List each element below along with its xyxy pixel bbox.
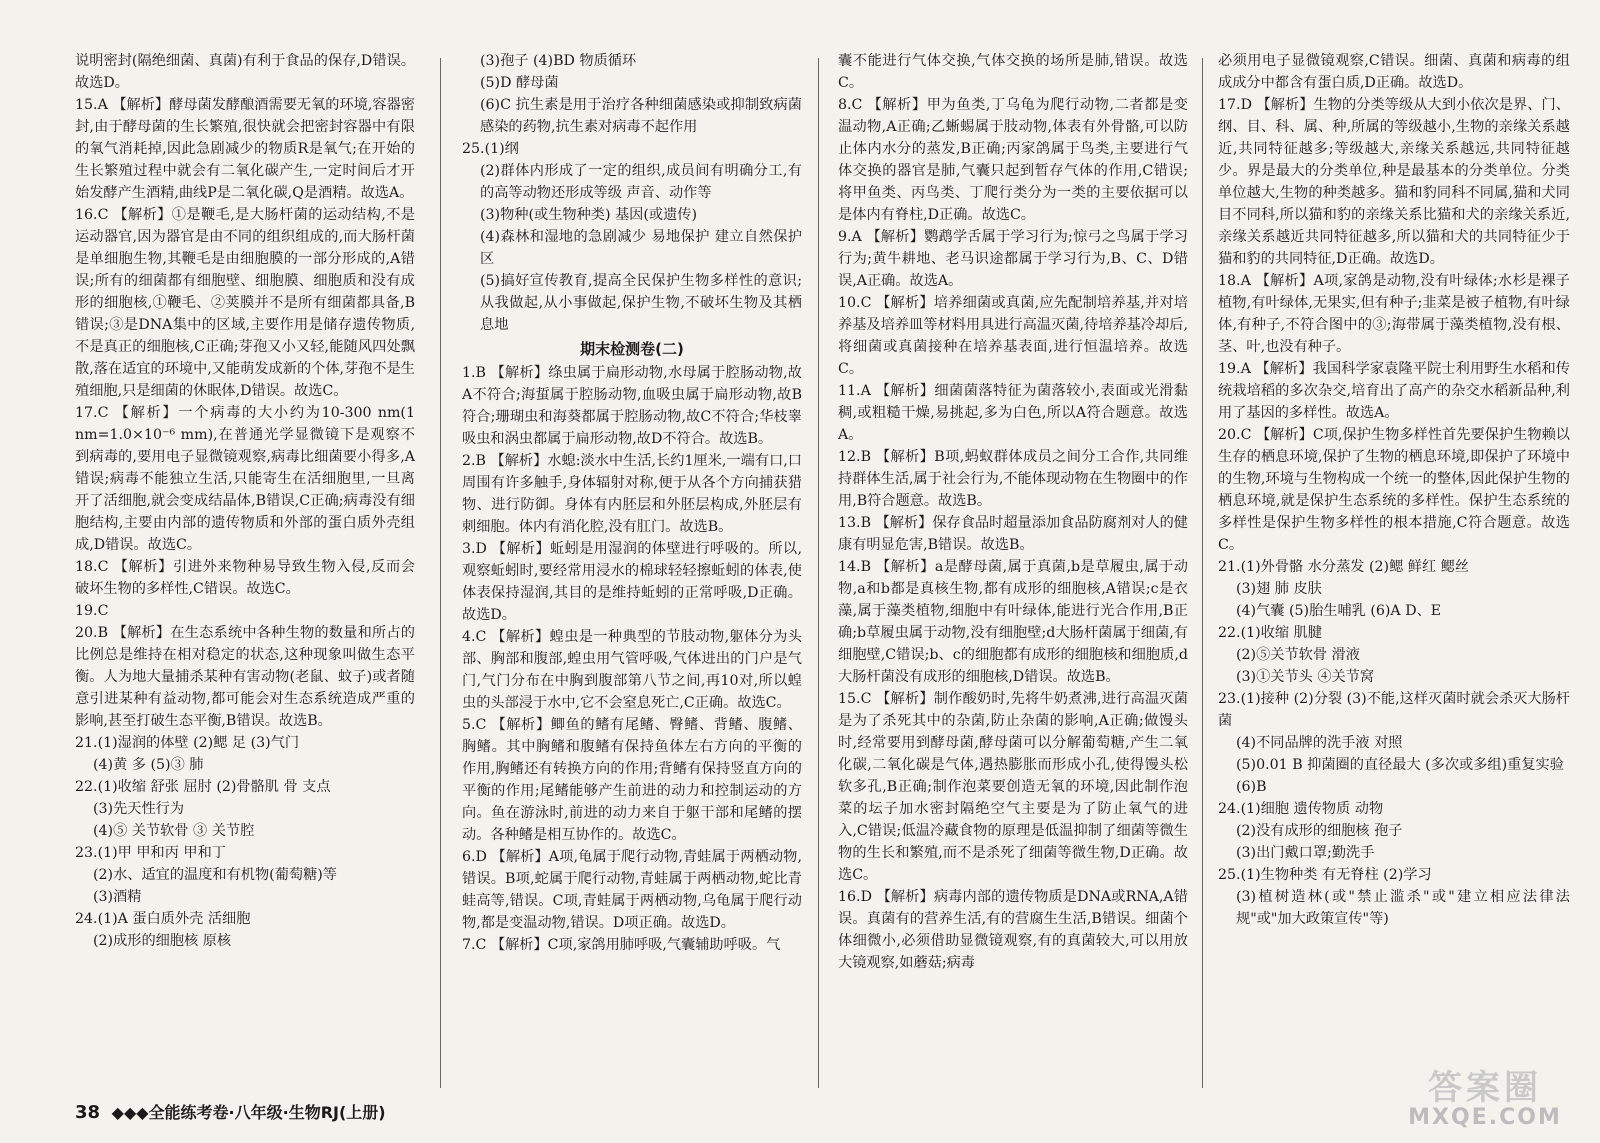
answer-paragraph: 1.B 【解析】绦虫属于扁形动物,水母属于腔肠动物,故A不符合;海蜇属于腔肠动物,血吸虫属于扁形动物,故B符合;珊瑚虫和海葵都属于腔肠动物,故C不符合;华枝睾吸虫和涡虫都属于扁形动物,故D不符合。故选B。: [462, 365, 802, 447]
answer-paragraph: (2)没有成形的细胞核 孢子: [1236, 823, 1403, 839]
section-heading: 期末检测卷(二): [580, 340, 684, 358]
answer-paragraph: 23.(1)甲 甲和丙 甲和丁: [75, 845, 226, 861]
footer-title: ◆◆◆全能练考卷·八年级·生物RJ(上册): [111, 1103, 386, 1122]
answer-paragraph: 10.C 【解析】培养细菌或真菌,应先配制培养基,并对培养基及培养皿等材料用具进行高温灭菌,待培养基冷却后,将细菌或真菌接种在培养基表面,进行恒温培养。故选C。: [838, 295, 1188, 377]
column-1: [75, 50, 415, 1090]
column-divider: [1202, 58, 1203, 1088]
answer-paragraph: (3)出门戴口罩;勤洗手: [1236, 845, 1375, 861]
answer-paragraph: 17.D 【解析】生物的分类等级从大到小依次是界、门、纲、目、科、属、种,所属的等级越小,生物的亲缘关系越近,共同特征越多;等级越大,亲缘关系越远,共同特征越少。界是最大的分类单位,种是最基本的分类单位。分类单位越大,生物的种类越多。猫和豹同科不同属,猫和犬同目不同科,所以猫和豹的亲缘关系比猫和犬的亲缘关系近,亲缘关系越近共同特征越多,所以猫和犬的共同特征少于猫和豹的共同特征,D正确。故选D。: [1218, 97, 1570, 267]
answer-paragraph: 4.C 【解析】蝗虫是一种典型的节肢动物,躯体分为头部、胸部和腹部,蝗虫用气管呼吸,气体进出的门户是气门,气门分布在中胸到腹部第八节之间,再10对,所以蝗虫的头部浸于水中,它不会窒息死亡,C正确。故选C。: [462, 629, 802, 711]
column-divider: [440, 58, 441, 1088]
answer-paragraph: 说明密封(隔绝细菌、真菌)有利于食品的保存,D错误。故选D。: [75, 53, 415, 91]
watermark-url: MXQE.COM: [1408, 1105, 1562, 1130]
answer-paragraph: 24.(1)A 蛋白质外壳 活细胞: [75, 911, 251, 927]
answer-paragraph: (4)气囊 (5)胎生哺乳 (6)A D、E: [1236, 603, 1442, 619]
answer-paragraph: (3)翅 肺 皮肤: [1236, 581, 1322, 597]
answer-paragraph: 19.A 【解析】我国科学家袁隆平院士利用野生水稻和传统栽培稻的多次杂交,培育出了高产的杂交水稻新品种,利用了基因的多样性。故选A。: [1218, 361, 1570, 421]
column-2: [462, 50, 802, 1090]
answer-paragraph: 11.A 【解析】细菌菌落特征为菌落较小,表面或光滑黏稠,或粗糙干燥,易挑起,多为白色,所以A符合题意。故选A。: [838, 383, 1188, 443]
answer-paragraph: (3)物种(或生物种类) 基因(或遗传): [480, 207, 697, 223]
answer-paragraph: 6.D 【解析】A项,龟属于爬行动物,青蛙属于两栖动物,错误。B项,蛇属于爬行动物,青蛙属于两栖动物,蛇比青蛙高等,错误。C项,青蛙属于两栖动物,乌龟属于爬行动物,都是变温动物,错误。D项正确。故选D。: [462, 849, 802, 931]
answer-paragraph: 22.(1)收缩 舒张 屈肘 (2)骨骼肌 骨 支点: [75, 779, 331, 795]
answer-paragraph: 20.C 【解析】C项,保护生物多样性首先要保护生物赖以生存的栖息环境,保护了生物的栖息环境,即保护了环境中的生物,环境与生物构成一个统一的整体,因此保护生物的栖息环境,就是保护生态系统的多样性。保护生态系统的多样性是保护生物多样性的根本措施,C符合题意。故选C。: [1218, 427, 1570, 553]
answer-paragraph: (5)D 酵母菌: [480, 75, 559, 91]
answer-paragraph: 12.B 【解析】B项,蚂蚁群体成员之间分工合作,共同维持群体生活,属于社会行为,不能体现动物在生物圈中的作用,B符合题意。故选B。: [838, 449, 1188, 509]
answer-paragraph: (2)水、适宜的温度和有机物(葡萄糖)等: [93, 867, 337, 883]
column-3: [838, 50, 1188, 1090]
watermark-logo: [1400, 1060, 1570, 1135]
answer-paragraph: 16.C 【解析】①是鞭毛,是大肠杆菌的运动结构,不是运动器官,因为器官是由不同的组织组成的,而大肠杆菌是单细胞生物,其鞭毛是由细胞膜的一部分形成的,A错误;所有的细菌都有细胞壁、细胞膜、细胞质和没有成形的细胞核,①鞭毛、②荚膜并不是所有细菌都具备,B错误;③是DNA集中的区域,主要作用是储存遗传物质,不是真正的细胞核,C正确;芽孢又小又轻,能随风四处飘散,落在适宜的环境中,又能萌发成新的个体,芽孢不是生殖细胞,只是细菌的休眠体,D错误。故选C。: [75, 207, 415, 399]
answer-paragraph: (5)搞好宣传教育,提高全民保护生物多样性的意识;从我做起,从小事做起,保护生物,不破坏生物及其栖息地: [480, 273, 802, 333]
answer-paragraph: (6)B: [1236, 779, 1267, 795]
column-4: [1218, 50, 1570, 1090]
answer-paragraph: (4)⑤ 关节软骨 ③ 关节腔: [93, 823, 255, 839]
answer-paragraph: (5)0.01 B 抑菌圈的直径最大 (多次或多组)重复实验: [1236, 757, 1564, 773]
answer-paragraph: 23.(1)接种 (2)分裂 (3)不能,这样灭菌时就会杀灭大肠杆菌: [1218, 691, 1570, 729]
watermark-text: 答案圈: [1428, 1068, 1542, 1108]
answer-paragraph: 必须用电子显微镜观察,C错误。细菌、真菌和病毒的组成成分中都含有蛋白质,D正确。故选D。: [1218, 53, 1570, 91]
answer-paragraph: 17.C 【解析】一个病毒的大小约为10-300 nm(1 nm=1.0×10⁻⁶ mm),在普通光学显微镜下是观察不到病毒的,要用电子显微镜观察,病毒比细菌要小得多,A错误;病毒不能独立生活,只能寄生在活细胞里,一旦离开了活细胞,就会变成结晶体,B错误,C正确;病毒没有细胞结构,主要由内部的遗传物质和外部的蛋白质外壳组成,D错误。故选C。: [75, 405, 415, 553]
answer-paragraph: 囊不能进行气体交换,气体交换的场所是肺,错误。故选C。: [838, 53, 1188, 91]
answer-paragraph: 7.C 【解析】C项,家鸽用肺呼吸,气囊辅助呼吸。气: [462, 937, 781, 953]
answer-paragraph: (3)孢子 (4)BD 物质循环: [480, 53, 637, 69]
answer-paragraph: 14.B 【解析】a是酵母菌,属于真菌,b是草履虫,属于动物,a和b都是真核生物,都有成形的细胞核,A错误;c是衣藻,属于藻类植物,细胞中有叶绿体,能进行光合作用,B正确;b草履虫属于动物,没有细胞壁;d大肠杆菌属于细菌,有细胞壁,C错误;b、c的细胞都有成形的细胞核和细胞质,d大肠杆菌没有成形的细胞核,D错误。故选B。: [838, 559, 1188, 685]
answer-paragraph: (6)C 抗生素是用于治疗各种细菌感染或抑制致病菌感染的药物,抗生素对病毒不起作用: [480, 97, 802, 135]
answer-paragraph: 18.C 【解析】引进外来物种易导致生物入侵,反而会破坏生物的多样性,C错误。故选C。: [75, 559, 415, 597]
answer-paragraph: (3)先天性行为: [93, 801, 185, 817]
answer-paragraph: 24.(1)细胞 遗传物质 动物: [1218, 801, 1384, 817]
answer-paragraph: 5.C 【解析】鲫鱼的鳍有尾鳍、臀鳍、背鳍、腹鳍、胸鳍。其中胸鳍和腹鳍有保持鱼体左右方向的平衡的作用,胸鳍还有转换方向的作用;背鳍有保持竖直方向的平衡的作用;尾鳍能够产生前进的动力和控制运动的方向。鱼在游泳时,前进的动力来自于躯干部和尾鳍的摆动。各种鳍是相互协作的。故选C。: [462, 717, 802, 843]
answer-paragraph: 22.(1)收缩 肌腱: [1218, 625, 1322, 641]
answer-paragraph: 18.A 【解析】A项,家鸽是动物,没有叶绿体;水杉是裸子植物,有叶绿体,无果实,但有种子;韭菜是被子植物,有叶绿体,有种子,不符合图中的③;海带属于藻类植物,没有根、茎、叶,也没有种子。: [1218, 273, 1570, 355]
page-footer: [75, 1100, 386, 1123]
column-divider: [818, 58, 819, 1088]
answer-paragraph: (3)酒精: [93, 889, 142, 905]
answer-paragraph: 25.(1)生物种类 有无脊柱 (2)学习: [1218, 867, 1432, 883]
answer-paragraph: 21.(1)外骨骼 水分蒸发 (2)鳃 鲜红 鳃丝: [1218, 559, 1470, 575]
answer-paragraph: 8.C 【解析】甲为鱼类,丁乌龟为爬行动物,二者都是变温动物,A正确;乙蜥蜴属于肢动物,体表有外骨骼,可以防止体内水分的蒸发,B正确;丙家鸽属于鸟类,主要进行气体交换的器官是肺,气囊只起到暂存气体的作用,C错误;将甲鱼类、丙鸟类、丁爬行类分为一类的主要依据可以是体内有脊柱,D正确。故选C。: [838, 97, 1188, 223]
answer-paragraph: (4)黄 多 (5)③ 肺: [93, 757, 204, 773]
answer-paragraph: (3)植树造林(或"禁止滥杀"或"建立相应法律法规"或"加大政策宣传"等): [1236, 889, 1570, 927]
answer-paragraph: 19.C: [75, 603, 109, 619]
page-number: 38: [75, 1102, 101, 1123]
answer-paragraph: 15.C 【解析】制作酸奶时,先将牛奶煮沸,进行高温灭菌是为了杀死其中的杂菌,防止杂菌的影响,A正确;做馒头时,经常要用到酵母菌,酵母菌可以分解葡萄糖,产生二氧化碳,二氧化碳是气体,遇热膨胀而形成小孔,使得馒头松软多孔,B正确;制作泡菜要创造无氧的环境,因此制作泡菜的坛子加水密封隔绝空气主要是为了防止氧气的进入,C错误;低温冷藏食物的原理是低温抑制了细菌等微生物的生长和繁殖,而不是杀死了细菌等微生物,D正确。故选C。: [838, 691, 1188, 883]
answer-paragraph: (3)①关节头 ④关节窝: [1236, 669, 1375, 685]
answer-paragraph: 13.B 【解析】保存食品时超量添加食品防腐剂对人的健康有明显危害,B错误。故选B。: [838, 515, 1188, 553]
answer-paragraph: 25.(1)纲: [462, 141, 519, 157]
answer-paragraph: 3.D 【解析】蚯蚓是用湿润的体壁进行呼吸的。所以,观察蚯蚓时,要经常用浸水的棉球轻轻擦蚯蚓的体表,使体表保持湿润,其目的是维持蚯蚓的正常呼吸,D正确。故选D。: [462, 541, 802, 623]
answer-paragraph: 21.(1)湿润的体壁 (2)鳃 足 (3)气门: [75, 735, 300, 751]
answer-paragraph: (4)不同品牌的洗手液 对照: [1236, 735, 1403, 751]
answer-paragraph: (4)森林和湿地的急剧减少 易地保护 建立自然保护区: [480, 229, 802, 267]
answer-paragraph: 15.A 【解析】酵母菌发酵酿酒需要无氧的环境,容器密封,由于酵母菌的生长繁殖,很快就会把密封容器中有限的氧气消耗掉,因此急剧减少的物质R是氧气;在开始的生长繁殖过程中就会有二氧化碳产生,一定时间后才开始发酵产生酒精,曲线P是二氧化碳,Q是酒精。故选A。: [75, 97, 415, 201]
answer-paragraph: (2)⑤关节软骨 滑液: [1236, 647, 1360, 663]
answer-paragraph: 9.A 【解析】鹦鹉学舌属于学习行为;惊弓之鸟属于学习行为;黄牛耕地、老马识途都属于学习行为,B、C、D错误,A正确。故选A。: [838, 229, 1188, 289]
answer-paragraph: (2)成形的细胞核 原核: [93, 933, 232, 949]
answer-paragraph: 20.B 【解析】在生态系统中各种生物的数量和所占的比例总是维持在相对稳定的状态,这种现象叫做生态平衡。人为地大量捕杀某种有害动物(老鼠、蚊子)或者随意引进某种有益动物,都可能会对生态系统造成严重的影响,甚至打破生态平衡,B错误。故选B。: [75, 625, 415, 729]
answer-paragraph: 16.D 【解析】病毒内部的遗传物质是DNA或RNA,A错误。真菌有的营养生活,有的营腐生生活,B错误。细菌个体细微小,必须借助显微镜观察,有的真菌较大,可以用放大镜观察,如蘑菇;病毒: [838, 889, 1188, 971]
answer-paragraph: (2)群体内形成了一定的组织,成员间有明确分工,有的高等动物还形成等级 声音、动作等: [480, 163, 802, 201]
answer-paragraph: 2.B 【解析】水螅:淡水中生活,长约1厘米,一端有口,口周围有许多触手,身体辐射对称,便于从各个方向捕获猎物、进行防御。身体有内胚层和外胚层构成,外胚层有刺细胞。体内有消化腔,没有肛门。故选B。: [462, 453, 802, 535]
